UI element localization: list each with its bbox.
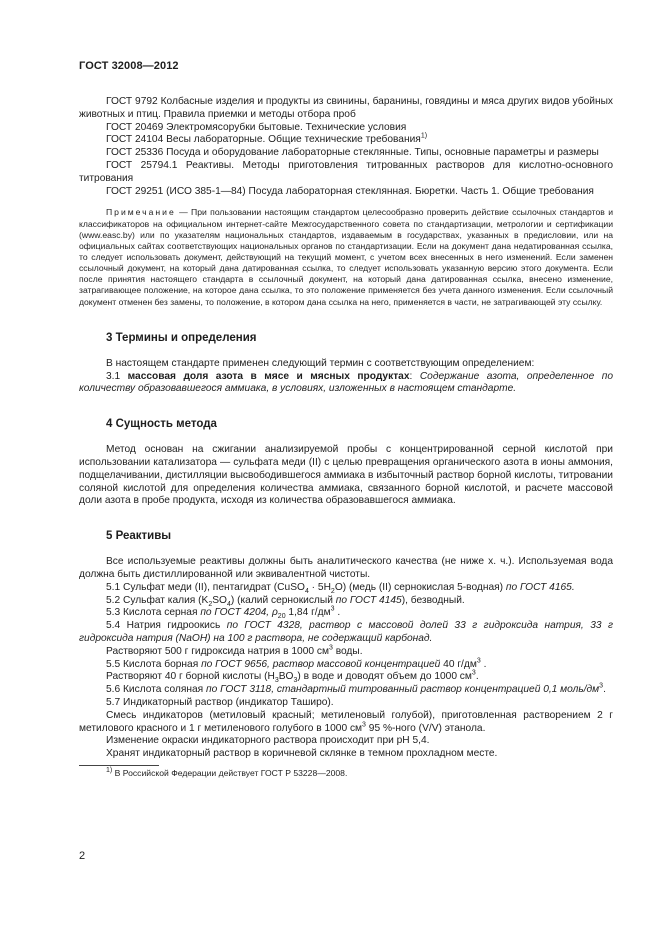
term-definition: 3.1 массовая доля азота в мясе и мясных продуктах: Содержание азота, определенное по количеству образовавшегося аммиака, в условиях, изложенных в настоящем стандарте. (79, 370, 613, 395)
item-5-7-mixture: Смесь индикаторов (метиловый красный; метиленовый голубой), приготовленная растворением 2 г метилового красного и 1 г метиленового голубого в 1000 $см^3$ 95 %-ного (V/V) этанола. (79, 709, 613, 734)
item-5-7: 5.7 Индикаторный раствор (индикатор Таширо). (106, 696, 334, 708)
item-5-4-prep: Растворяют 500 г гидроксида натрия в 1000 $см^3$ воды. (106, 644, 363, 657)
page-number: 2 (79, 850, 86, 862)
ref-gost-25336: ГОСТ 25336 Посуда и оборудование лабораторные стеклянные. Типы, основные параметры и размеры (106, 147, 599, 159)
definition: Содержание азота, определенное по количеству образовавшегося аммиака, в условиях, изложенных в настоящем стандарте. (79, 370, 613, 395)
item-5-6: 5.6 Кислота соляная по ГОСТ 3118, стандартный титрованный раствор концентрацией 0,1 моль/$дм^3$. (106, 682, 606, 696)
page-header: ГОСТ 32008—2012 (79, 60, 179, 72)
item-5-4: 5.4 Натрия гидроокись по ГОСТ 4328, раствор с массовой долей 33 г гидроксида натрия, 33 г гидроксида натрия (NaOH) на 100 г раствора, не содержащий карбонад. (79, 620, 613, 644)
item-5-3: 5.3 Кислота серная по ГОСТ 4204, $\rho_{20}$ 1,84 $г/дм^3$ . (106, 605, 341, 621)
ref-gost-25794: ГОСТ 25794.1 Реактивы. Методы приготовления титрованных растворов для кислотно-основного титрования (79, 159, 613, 184)
section-5-intro: Все используемые реактивы должны быть аналитического качества (не ниже х. ч.). Используемая вода должна быть дистиллированной или эквивалентной чистоты. (79, 556, 613, 580)
term: массовая доля азота в мясе и мясных продуктах (127, 370, 410, 382)
note-label: Примечание (106, 207, 176, 218)
section-5-title: 5 Реактивы (106, 530, 172, 543)
document-body (79, 96, 613, 779)
item-5-7-color: Изменение окраски индикаторного раствора происходит при рН 5,4. (106, 735, 430, 747)
item-5-5-prep: Растворяют 40 г борной кислоты $(H_3BO_3)$ в воде и доводят объем до 1000 $см^3$. (106, 669, 479, 685)
footnote-ref: 1) (420, 133, 428, 140)
section-3-title: 3 Термины и определения (106, 331, 257, 344)
footnote: $^{1)}$ В Российской Федерации действует ГОСТ Р 53228—2008. (106, 767, 348, 778)
section-3-intro: В настоящем стандарте применен следующий термин с соответствующим определением: (106, 357, 535, 369)
item-5-5: 5.5 Кислота борная по ГОСТ 9656, раствор массовой концентрацией 40 $г/дм^3$ . (106, 657, 487, 670)
note-paragraph: Примечание — При пользовании настоящим стандартом целесообразно проверить действие ссылочных стандартов и классификаторов на официальном интернет-сайте Межгосударственного совета по стандартизации, метрологии и сертификации (www.easc.by) или по указателям национальных стандартов, издаваемым в государствах, указанных в предисловии, или на официальных сайтах соответствующих национальных органов по стандартизации. Если на документ дана недатированная ссылка, то следует использовать документ, действующий на текущий момент, с учетом всех внесенных в него изменений. Если заменен ссылочный документ, на который дана датированная ссылка, то следует использовать указанную версию этого документа. Если после принятия настоящего стандарта в ссылочный документ, на который дана датированная ссылка, внесено изменение, затрагивающее положение, на которое дана ссылка, то это положение применяется без учета данного изменения. Если ссылочный документ отменен без замены, то положение, в котором дана ссылка на него, применяется в части, не затрагивающей эту ссылку. (79, 207, 613, 307)
footnote-divider (79, 765, 159, 766)
section-4-title: 4 Сущность метода (106, 418, 217, 431)
ref-gost-29251: ГОСТ 29251 (ИСО 385-1—84) Посуда лабораторная стеклянная. Бюретки. Часть 1. Общие требования (106, 185, 594, 197)
ref-gost-20469: ГОСТ 20469 Электромясорубки бытовые. Технические условия (106, 121, 407, 133)
item-5-1: 5.1 Сульфат меди (II), пентагидрат (CuSO$_4$ · $5H_2O$) (медь (II) сернокислая 5-водная) по ГОСТ 4165. (106, 581, 575, 595)
item-5-7-storage: Хранят индикаторный раствор в коричневой склянке в темном прохладном месте. (106, 748, 498, 760)
ref-gost-24104: ГОСТ 24104 Весы лабораторные. Общие технические требования$^{1)}$ (106, 133, 428, 146)
section-4-text: Метод основан на сжигании анализируемой пробы с концентрированной серной кислотой при использовании катализатора — сульфата меди (II) с целью превращения органического азота в ионы аммония, подщелачивании, дистилляции высвободившегося аммиака в избыточный раствор борной кислоты, титровании соляной кислотой для определения количества аммиака, связанного борной кислотой, и расчете массовой доли азота в пробе продукта, исходя из количества образовавшегося аммиака. (79, 444, 613, 507)
ref-gost-9792: ГОСТ 9792 Колбасные изделия и продукты из свинины, баранины, говядины и мяса других видов убойных животных и птиц. Правила приемки и методы отбора проб (79, 96, 613, 120)
item-5-2: 5.2 Сульфат калия $(K_2SO_4)$ (калий сернокислый по ГОСТ 4145), безводный. (106, 594, 465, 608)
